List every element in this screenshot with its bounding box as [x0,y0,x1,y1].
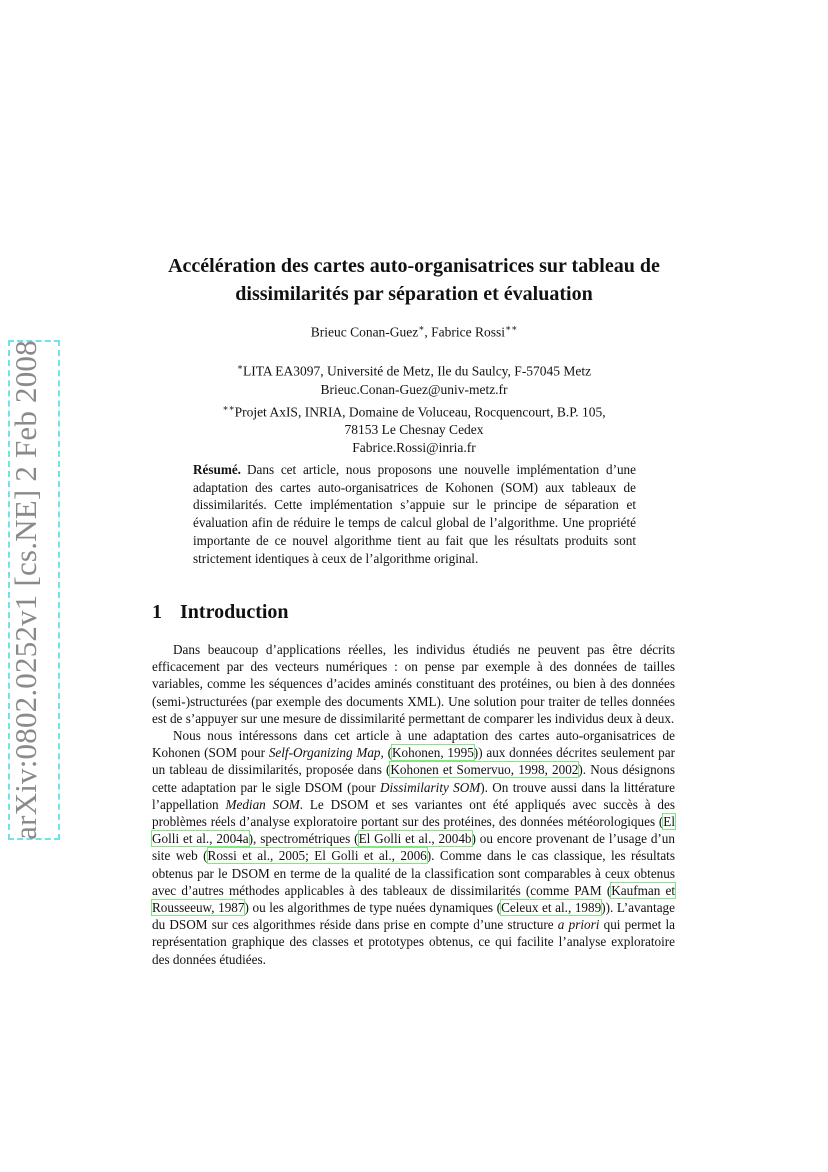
citation-link[interactable]: El Golli et al., 2004a [152,814,675,847]
section-title: Introduction [180,601,289,623]
affil-email-1: Brieuc.Conan-Guez@univ-metz.fr [320,381,508,397]
p2-text: ), spectrométriques ( [248,831,359,847]
body-text [152,641,675,968]
p2-text: )). L’avantage du DSOM sur ces algorithmes réside dans prise en compte d’une structure [152,900,675,933]
affil-line-4: 78153 Le Chesnay Cedex [344,422,484,437]
p2-text: ). Comme dans le cas classique, les résultats obtenus par le DSOM en terme de la qualité de la classification sont comparables à ceux obtenus avec d’autres méthodes applicables à des tableaux de dissimilarités (comme PAM ( [152,848,675,898]
citation-link[interactable]: Celeux et al., 1989 [501,900,602,916]
paper-title [0,252,828,308]
abstract-text: Dans cet article, nous proposons une nouvelle implémentation d’une adaptation des cartes auto-organisatrices de Kohonen (SOM) aux tableaux de dissimilarités. Cette implémentation s’appuie sur le principe de séparation et évaluation afin de réduire le temps de calcul global de l’algorithme. Une propriété importante de ce nouvel algorithme tient au fait que les résultats produits sont strictement identiques à ceux de l’algorithme original. [193,462,636,566]
citation-link[interactable]: Kohonen, 1995 [392,745,474,761]
author-1-mark: ∗ [418,323,425,333]
title-line-2: dissimilarités par séparation et évaluation [235,283,593,305]
p2-text: )) aux données décrites seulement par un tableau de dissimilarités, proposée dans ( [152,745,675,778]
p2-text: ). On trouve aussi dans la littérature l’appellation [152,779,675,812]
citation-link[interactable]: Kaufman et Rousseeuw, 1987 [152,882,675,916]
author-1: Brieuc Conan-Guez [310,324,419,340]
p2-text: , ( [380,745,392,761]
affil-line-3: Projet AxIS, INRIA, Domaine de Voluceau, Rocquencourt, B.P. 105, [234,404,606,419]
citation-link[interactable]: El Golli et al., 2004b [358,831,472,847]
paragraph-1: Dans beaucoup d’applications réelles, les individus étudiés ne peuvent pas être décrits efficacement par des vecteurs numériques : on pense par exemple à des données de tailles variables, comme les séquences d’acides aminés constituant des protéines, ou bien à des données (semi-)structurées (par exemple des documents XML). Une solution pour traiter de telles données est de s’appuyer sur une mesure de dissimilarité permettant de comparer les individus deux à deux. [152,642,675,726]
p2-emph: a priori [557,917,600,933]
section-heading [152,601,289,624]
abstract-label: Résumé. [193,462,241,477]
p2-emph: Dissimilarity SOM [379,779,481,795]
p2-text: qui permet la représentation graphique des classes et prototypes obtenus, ce qui facilite l’analyse exploratoire des données étudiées. [152,917,676,967]
p2-text: ). Nous désignons cette adaptation par le sigle DSOM (pour [152,762,675,795]
affil-2-mark: ∗∗ [222,402,235,413]
citation-link[interactable]: Rossi et al., 2005; El Golli et al., 2006 [207,848,427,864]
section-number: 1 [152,601,162,623]
author-2-mark: ∗∗ [505,323,518,333]
p2-text: ) ou les algorithmes de type nuées dynamiques ( [244,900,502,916]
citation-link[interactable]: Kohonen et Somervuo, 1998, 2002 [390,762,579,778]
p2-text: Nous nous intéressons dans cet article à une adaptation des cartes auto-organisatrices de Kohonen (SOM pour [152,728,675,761]
affil-line-1: LITA EA3097, Université de Metz, Ile du Saulcy, F-57045 Metz [242,363,592,379]
affil-1-mark: ∗ [236,362,243,372]
author-list [0,323,828,341]
affiliations [0,358,828,457]
p2-text: . Le DSOM et ses variantes ont été appliqués avec succès à des problèmes réels d’analyse exploratoire portant sur des protéines, des données météorologiques ( [152,796,675,830]
abstract [193,461,636,567]
author-2: Fabrice Rossi [431,324,506,340]
author-separator: , [424,324,432,340]
p2-text: ) ou encore provenant de l’usage d’un site web ( [152,831,675,864]
affil-email-2: Fabrice.Rossi@inria.fr [352,440,476,455]
p2-emph: Self-Organizing Map [268,745,381,761]
arxiv-identifier: arXiv:0802.0252v1 [cs.NE] 2 Feb 2008 [8,340,43,840]
paragraph-2 [152,727,675,968]
title-line-1: Accélération des cartes auto-organisatrices sur tableau de [168,255,660,277]
p2-emph: Median SOM [225,796,300,812]
